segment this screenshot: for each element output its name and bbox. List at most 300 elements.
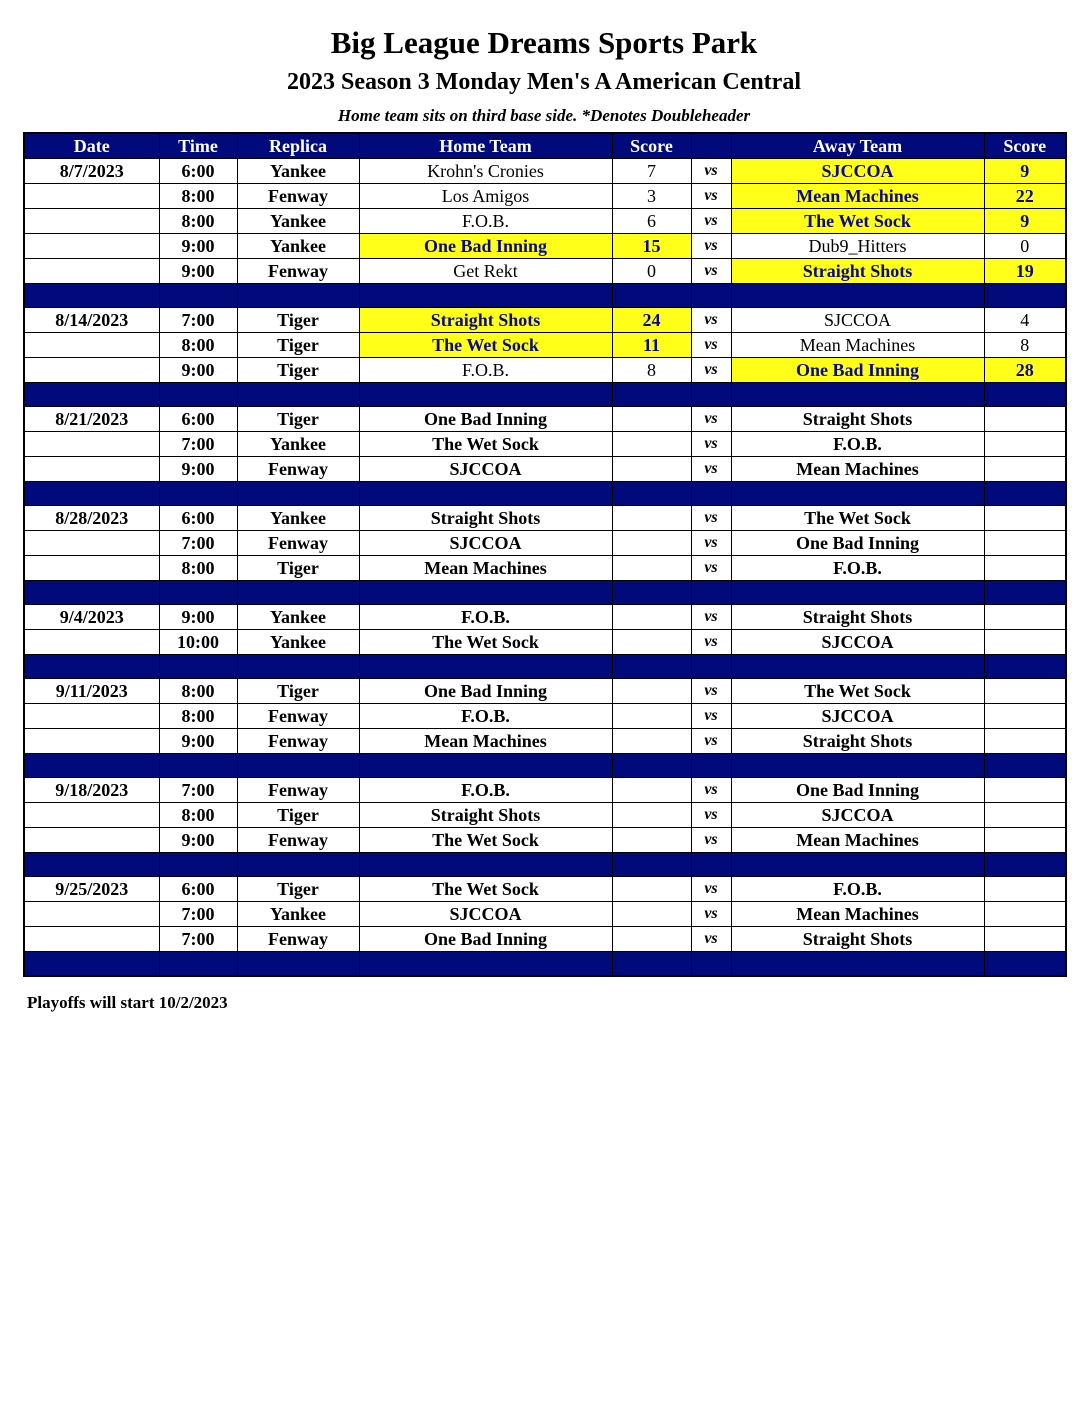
replica-cell: Tiger [237,877,359,902]
home-team-cell: Krohn's Cronies [359,159,612,184]
away-team-cell: Mean Machines [731,457,984,482]
home-score-cell [612,531,691,556]
date-cell: 9/25/2023 [24,877,159,902]
home-team-cell: Straight Shots [359,308,612,333]
separator-cell [237,952,359,977]
date-cell [24,927,159,952]
away-team-cell: The Wet Sock [731,209,984,234]
home-team-cell: Mean Machines [359,556,612,581]
away-score-cell [984,927,1066,952]
separator-cell [691,754,731,778]
time-cell: 8:00 [159,556,237,581]
date-cell [24,902,159,927]
replica-cell: Tiger [237,556,359,581]
separator-cell [731,952,984,977]
vs-cell: vs [691,556,731,581]
separator-cell [984,482,1066,506]
separator-cell [359,952,612,977]
table-row [24,457,1066,482]
away-team-cell: The Wet Sock [731,679,984,704]
table-row [24,803,1066,828]
home-team-cell: F.O.B. [359,605,612,630]
home-team-cell: The Wet Sock [359,432,612,457]
away-score-cell [984,407,1066,432]
vs-cell: vs [691,729,731,754]
table-row [24,234,1066,259]
separator-cell [731,754,984,778]
week-separator-row [24,482,1066,506]
home-team-cell: F.O.B. [359,358,612,383]
home-score-cell: 15 [612,234,691,259]
away-team-cell: Straight Shots [731,927,984,952]
home-score-cell [612,457,691,482]
table-row [24,209,1066,234]
separator-cell [237,581,359,605]
replica-cell: Fenway [237,778,359,803]
table-row [24,902,1066,927]
away-team-cell: SJCCOA [731,803,984,828]
away-score-cell: 22 [984,184,1066,209]
week-separator-row [24,581,1066,605]
table-row [24,556,1066,581]
date-cell [24,333,159,358]
away-score-cell: 8 [984,333,1066,358]
vs-cell: vs [691,209,731,234]
replica-cell: Fenway [237,704,359,729]
away-score-cell: 0 [984,234,1066,259]
away-team-cell: F.O.B. [731,556,984,581]
home-team-cell: The Wet Sock [359,333,612,358]
schedule-body [24,159,1066,977]
time-cell: 9:00 [159,605,237,630]
home-team-note: Home team sits on third base side. *Denotes Doubleheader [337,106,751,125]
table-row [24,605,1066,630]
time-cell: 9:00 [159,457,237,482]
home-score-cell [612,630,691,655]
replica-cell: Fenway [237,184,359,209]
col-header-vs [691,133,731,159]
separator-cell [612,482,691,506]
separator-cell [691,853,731,877]
home-score-cell: 7 [612,159,691,184]
date-cell: 8/28/2023 [24,506,159,531]
away-score-cell [984,630,1066,655]
separator-cell [24,482,159,506]
home-score-cell [612,877,691,902]
home-team-cell: F.O.B. [359,209,612,234]
home-team-cell: One Bad Inning [359,407,612,432]
home-score-cell [612,778,691,803]
home-score-cell [612,407,691,432]
away-team-cell: SJCCOA [731,704,984,729]
col-header-replica: Replica [237,133,359,159]
replica-cell: Yankee [237,630,359,655]
away-score-cell [984,556,1066,581]
separator-cell [237,853,359,877]
home-team-cell: SJCCOA [359,531,612,556]
separator-cell [24,655,159,679]
away-score-cell [984,506,1066,531]
table-row [24,531,1066,556]
separator-cell [237,383,359,407]
home-team-cell: One Bad Inning [359,679,612,704]
away-team-cell: Mean Machines [731,184,984,209]
table-row [24,630,1066,655]
vs-cell: vs [691,605,731,630]
time-cell: 8:00 [159,704,237,729]
vs-cell: vs [691,679,731,704]
page-subtitle: 2023 Season 3 Monday Men's A American Central [287,69,801,95]
table-row [24,778,1066,803]
time-cell: 9:00 [159,828,237,853]
time-cell: 9:00 [159,234,237,259]
away-team-cell: SJCCOA [731,159,984,184]
separator-cell [24,754,159,778]
time-cell: 10:00 [159,630,237,655]
separator-cell [612,952,691,977]
home-score-cell [612,803,691,828]
away-team-cell: Straight Shots [731,729,984,754]
home-team-cell: One Bad Inning [359,234,612,259]
time-cell: 8:00 [159,333,237,358]
replica-cell: Fenway [237,531,359,556]
away-score-cell [984,828,1066,853]
separator-cell [984,754,1066,778]
away-score-cell [984,704,1066,729]
replica-cell: Fenway [237,259,359,284]
away-team-cell: Straight Shots [731,407,984,432]
week-separator-row [24,284,1066,308]
separator-cell [691,581,731,605]
separator-cell [237,284,359,308]
replica-cell: Tiger [237,407,359,432]
away-team-cell: F.O.B. [731,877,984,902]
table-row [24,729,1066,754]
separator-cell [612,853,691,877]
separator-cell [159,284,237,308]
separator-cell [24,952,159,977]
away-team-cell: One Bad Inning [731,778,984,803]
separator-cell [691,284,731,308]
date-cell [24,729,159,754]
separator-cell [24,853,159,877]
date-cell [24,803,159,828]
away-score-cell: 19 [984,259,1066,284]
table-row [24,407,1066,432]
home-team-cell: SJCCOA [359,457,612,482]
home-score-cell [612,679,691,704]
home-score-cell [612,828,691,853]
table-row [24,432,1066,457]
replica-cell: Tiger [237,679,359,704]
vs-cell: vs [691,927,731,952]
home-team-cell: F.O.B. [359,704,612,729]
separator-cell [984,284,1066,308]
vs-cell: vs [691,308,731,333]
time-cell: 7:00 [159,432,237,457]
date-cell [24,234,159,259]
separator-cell [237,482,359,506]
separator-cell [612,655,691,679]
away-score-cell [984,432,1066,457]
away-team-cell: The Wet Sock [731,506,984,531]
replica-cell: Yankee [237,432,359,457]
date-cell: 8/21/2023 [24,407,159,432]
away-team-cell: SJCCOA [731,308,984,333]
replica-cell: Fenway [237,457,359,482]
away-score-cell [984,457,1066,482]
vs-cell: vs [691,234,731,259]
date-cell [24,259,159,284]
vs-cell: vs [691,778,731,803]
col-header-date: Date [24,133,159,159]
vs-cell: vs [691,704,731,729]
away-score-cell: 28 [984,358,1066,383]
separator-cell [159,952,237,977]
separator-cell [984,952,1066,977]
away-team-cell: One Bad Inning [731,358,984,383]
time-cell: 6:00 [159,407,237,432]
separator-cell [612,284,691,308]
away-score-cell [984,877,1066,902]
away-score-cell [984,778,1066,803]
separator-cell [159,754,237,778]
time-cell: 6:00 [159,877,237,902]
separator-cell [731,482,984,506]
separator-cell [731,853,984,877]
replica-cell: Yankee [237,605,359,630]
separator-cell [359,284,612,308]
vs-cell: vs [691,531,731,556]
away-team-cell: Mean Machines [731,333,984,358]
home-team-cell: One Bad Inning [359,927,612,952]
away-team-cell: SJCCOA [731,630,984,655]
separator-cell [159,581,237,605]
table-row [24,704,1066,729]
vs-cell: vs [691,902,731,927]
replica-cell: Yankee [237,506,359,531]
week-separator-row [24,853,1066,877]
vs-cell: vs [691,457,731,482]
date-cell [24,358,159,383]
home-score-cell [612,902,691,927]
away-score-cell: 9 [984,159,1066,184]
date-cell: 9/4/2023 [24,605,159,630]
separator-cell [612,383,691,407]
separator-cell [359,383,612,407]
home-score-cell: 11 [612,333,691,358]
vs-cell: vs [691,333,731,358]
vs-cell: vs [691,159,731,184]
replica-cell: Yankee [237,902,359,927]
date-cell [24,457,159,482]
away-score-cell: 4 [984,308,1066,333]
separator-cell [731,655,984,679]
separator-cell [731,383,984,407]
home-team-cell: The Wet Sock [359,877,612,902]
separator-cell [359,581,612,605]
home-score-cell: 8 [612,358,691,383]
vs-cell: vs [691,432,731,457]
time-cell: 9:00 [159,729,237,754]
vs-cell: vs [691,803,731,828]
table-row [24,927,1066,952]
time-cell: 7:00 [159,531,237,556]
away-score-cell [984,605,1066,630]
separator-cell [612,581,691,605]
table-header-row [24,133,1066,159]
table-row [24,308,1066,333]
separator-cell [731,284,984,308]
week-separator-row [24,655,1066,679]
col-header-home-score: Score [612,133,691,159]
table-row [24,333,1066,358]
replica-cell: Yankee [237,209,359,234]
date-cell [24,630,159,655]
time-cell: 7:00 [159,927,237,952]
separator-cell [984,655,1066,679]
table-row [24,877,1066,902]
date-cell: 8/7/2023 [24,159,159,184]
replica-cell: Fenway [237,828,359,853]
separator-cell [159,383,237,407]
home-team-cell: Straight Shots [359,803,612,828]
away-team-cell: Straight Shots [731,259,984,284]
away-team-cell: Mean Machines [731,902,984,927]
home-score-cell: 3 [612,184,691,209]
separator-cell [359,853,612,877]
away-score-cell [984,531,1066,556]
separator-cell [731,581,984,605]
table-row [24,506,1066,531]
separator-cell [237,754,359,778]
time-cell: 7:00 [159,902,237,927]
home-team-cell: Mean Machines [359,729,612,754]
separator-cell [984,853,1066,877]
date-cell: 9/18/2023 [24,778,159,803]
replica-cell: Yankee [237,159,359,184]
separator-cell [612,754,691,778]
away-score-cell [984,803,1066,828]
home-team-cell: The Wet Sock [359,828,612,853]
time-cell: 8:00 [159,184,237,209]
replica-cell: Fenway [237,729,359,754]
week-separator-row [24,952,1066,977]
home-team-cell: F.O.B. [359,778,612,803]
vs-cell: vs [691,828,731,853]
home-score-cell: 0 [612,259,691,284]
playoffs-note: Playoffs will start 10/2/2023 [27,993,228,1012]
away-team-cell: F.O.B. [731,432,984,457]
away-score-cell: 9 [984,209,1066,234]
time-cell: 6:00 [159,506,237,531]
separator-cell [984,581,1066,605]
home-team-cell: SJCCOA [359,902,612,927]
col-header-away-score: Score [984,133,1066,159]
replica-cell: Tiger [237,358,359,383]
home-score-cell [612,506,691,531]
table-row [24,679,1066,704]
table-row [24,184,1066,209]
date-cell: 9/11/2023 [24,679,159,704]
date-cell [24,209,159,234]
vs-cell: vs [691,259,731,284]
vs-cell: vs [691,184,731,209]
separator-cell [24,581,159,605]
replica-cell: Tiger [237,803,359,828]
separator-cell [359,754,612,778]
date-cell [24,704,159,729]
table-row [24,259,1066,284]
away-team-cell: Mean Machines [731,828,984,853]
replica-cell: Fenway [237,927,359,952]
table-row [24,358,1066,383]
home-team-cell: Get Rekt [359,259,612,284]
home-score-cell: 6 [612,209,691,234]
col-header-time: Time [159,133,237,159]
separator-cell [691,655,731,679]
home-score-cell [612,927,691,952]
date-cell [24,432,159,457]
week-separator-row [24,754,1066,778]
time-cell: 8:00 [159,679,237,704]
col-header-away-team: Away Team [731,133,984,159]
date-cell [24,531,159,556]
separator-cell [691,383,731,407]
time-cell: 9:00 [159,259,237,284]
home-score-cell [612,605,691,630]
home-team-cell: Los Amigos [359,184,612,209]
away-score-cell [984,679,1066,704]
home-team-cell: The Wet Sock [359,630,612,655]
vs-cell: vs [691,506,731,531]
vs-cell: vs [691,877,731,902]
away-score-cell [984,729,1066,754]
separator-cell [24,284,159,308]
separator-cell [159,853,237,877]
home-score-cell: 24 [612,308,691,333]
table-row [24,159,1066,184]
home-score-cell [612,729,691,754]
separator-cell [359,655,612,679]
date-cell [24,184,159,209]
home-score-cell [612,704,691,729]
separator-cell [691,482,731,506]
table-row [24,828,1066,853]
away-team-cell: One Bad Inning [731,531,984,556]
home-team-cell: Straight Shots [359,506,612,531]
col-header-home-team: Home Team [359,133,612,159]
home-score-cell [612,432,691,457]
separator-cell [24,383,159,407]
home-score-cell [612,556,691,581]
schedule-table [23,132,1067,977]
separator-cell [359,482,612,506]
page-title: Big League Dreams Sports Park [330,25,758,60]
away-score-cell [984,902,1066,927]
replica-cell: Tiger [237,308,359,333]
date-cell: 8/14/2023 [24,308,159,333]
date-cell [24,556,159,581]
vs-cell: vs [691,358,731,383]
away-team-cell: Dub9_Hitters [731,234,984,259]
time-cell: 7:00 [159,308,237,333]
week-separator-row [24,383,1066,407]
separator-cell [159,482,237,506]
time-cell: 6:00 [159,159,237,184]
vs-cell: vs [691,630,731,655]
replica-cell: Tiger [237,333,359,358]
